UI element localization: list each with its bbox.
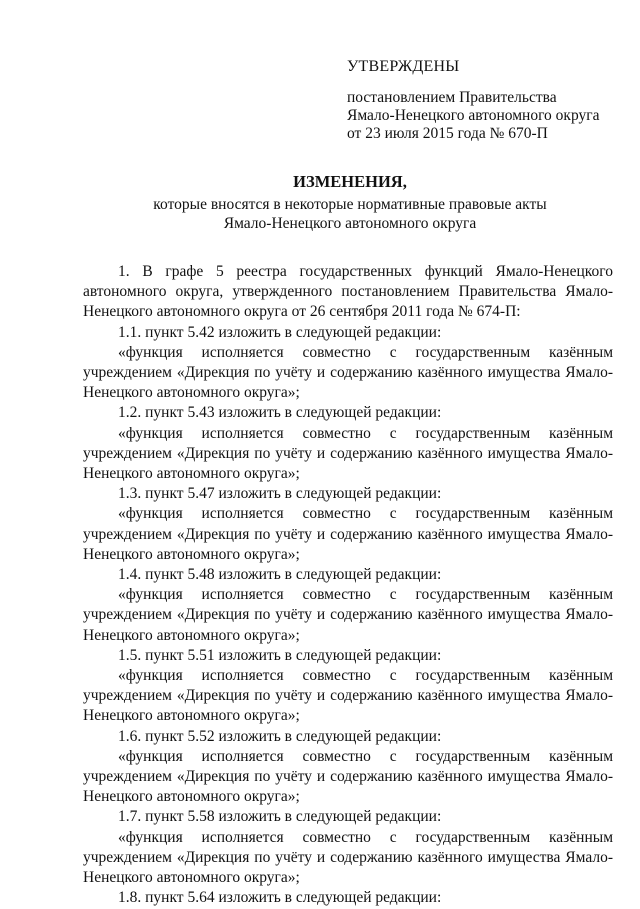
item-label: 1.5. пункт 5.51 изложить в следующей редакции: <box>118 646 442 664</box>
document-body <box>83 262 613 909</box>
approval-block <box>347 58 627 143</box>
item-1-5 <box>83 646 613 727</box>
item-1-2 <box>83 403 613 484</box>
item-label: 1.7. пункт 5.58 изложить в следующей редакции: <box>118 808 442 826</box>
item-1-4 <box>83 565 613 646</box>
item-text: «функция исполняется совместно с государственным казённым учреждением «Дирекция по учёту и содержанию казённого имущества Ямало-Ненецкого автономного округа»; <box>83 667 613 725</box>
approval-line-2: Ямало-Ненецкого автономного округа <box>347 107 600 124</box>
intro-paragraph: 1. В графе 5 реестра государственных функций Ямало-Ненецкого автономного округа, утвержденного постановлением Правительства Ямало-Ненецкого автономного округа от 26 сентября 2011 года № 674-П: <box>83 263 613 321</box>
item-text: «функция исполняется совместно с государственным казённым учреждением «Дирекция по учёту и содержанию казённого имущества Ямало-Ненецкого автономного округа»; <box>83 424 613 483</box>
item-text: «функция исполняется совместно с государственным казённым учреждением «Дирекция по учёту и содержанию казённого имущества Ямало-Ненецкого автономного округа»; <box>83 828 613 887</box>
document-title: ИЗМЕНЕНИЯ, <box>293 172 407 191</box>
item-1-6 <box>83 727 613 808</box>
item-label: 1.1. пункт 5.42 изложить в следующей редакции: <box>118 323 442 341</box>
item-text: «функция исполняется совместно с государственным казённым учреждением «Дирекция по учёту и содержанию казённого имущества Ямало-Ненецкого автономного округа»; <box>83 586 613 644</box>
approval-line-3: от 23 июля 2015 года № 670-П <box>347 125 548 142</box>
item-label: 1.6. пункт 5.52 изложить в следующей редакции: <box>118 727 442 745</box>
item-1-3 <box>83 484 613 565</box>
approval-line-1: постановлением Правительства <box>347 89 557 106</box>
item-label: 1.3. пункт 5.47 изложить в следующей редакции: <box>118 485 442 503</box>
item-label: 1.2. пункт 5.43 изложить в следующей редакции: <box>118 404 442 422</box>
item-label: 1.4. пункт 5.48 изложить в следующей редакции: <box>118 566 442 584</box>
item-text: «функция исполняется совместно с государственным казённым учреждением «Дирекция по учёту и содержанию казённого имущества Ямало-Ненецкого автономного округа»; <box>83 747 613 806</box>
item-1-8-label: 1.8. пункт 5.64 изложить в следующей редакции: <box>118 889 442 907</box>
document-subtitle-line-2: Ямало-Ненецкого автономного округа <box>223 215 477 232</box>
item-1-7 <box>83 807 613 888</box>
item-text: «функция исполняется совместно с государственным казённым учреждением «Дирекция по учёту и содержанию казённого имущества Ямало-Ненецкого автономного округа»; <box>83 505 613 563</box>
approval-heading: УТВЕРЖДЕНЫ <box>347 58 460 75</box>
item-1-1 <box>83 323 613 404</box>
document-title-block <box>90 172 610 233</box>
item-text: «функция исполняется совместно с государственным казённым учреждением «Дирекция по учёту и содержанию казённого имущества Ямало-Ненецкого автономного округа»; <box>83 343 613 402</box>
document-subtitle-line-1: которые вносятся в некоторые нормативные правовые акты <box>153 196 547 213</box>
